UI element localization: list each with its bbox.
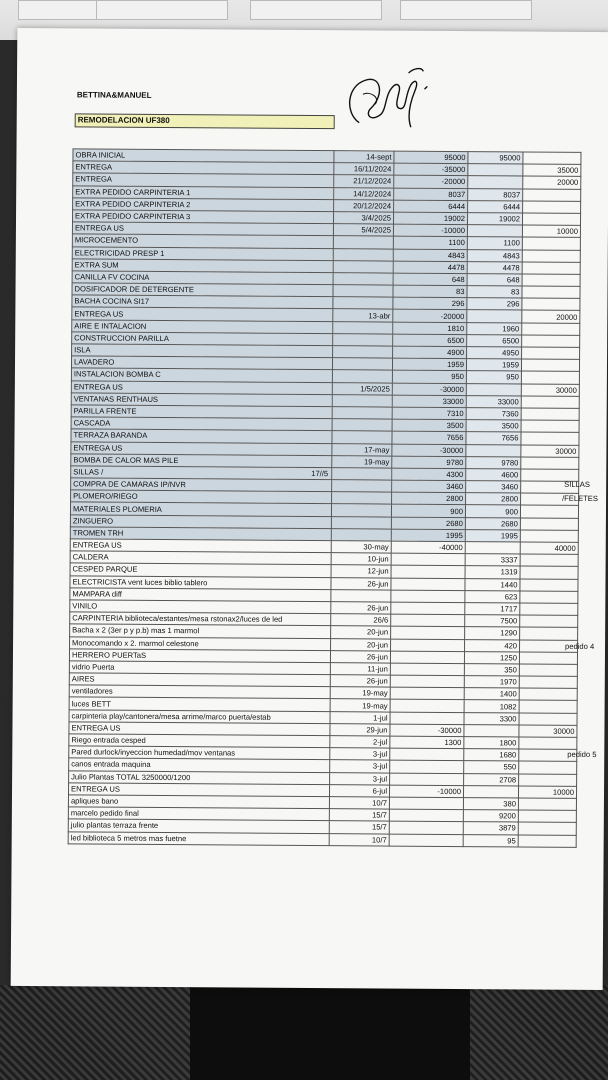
row-date: 26-jun [331,577,391,590]
row-total: 1717 [465,603,520,616]
row-date: 1/5/2025 [332,382,392,395]
row-total: 1319 [465,566,520,579]
background-paper-edge [96,0,228,20]
row-amount: 2680 [391,517,465,530]
row-payment [520,554,578,567]
row-date: 14-sept [334,151,394,164]
row-amount [390,712,464,725]
row-payment [520,627,578,640]
row-date [331,589,391,602]
row-description: led biblioteca 5 metros mas fuetne [68,831,329,845]
row-payment [522,298,580,311]
row-description: ventiladores [69,685,330,699]
row-payment [519,664,577,677]
row-date: 19-may [332,455,392,468]
row-payment [518,822,576,835]
row-payment [522,323,580,336]
row-total: 296 [467,298,522,311]
row-amount: 9780 [392,456,466,469]
row-description: CONSTRUCCION PARILLA [72,332,333,346]
row-date [333,333,393,346]
row-description: carpinteria play/cantonera/mesa arrime/marco puerta/estab [69,709,330,723]
row-amount: -20000 [394,175,468,188]
row-total: 623 [465,590,520,603]
row-amount [390,773,464,786]
row-total [468,164,523,177]
row-date: 17-may [332,443,392,456]
row-date: 29-jun [330,723,390,736]
row-total: 420 [465,639,520,652]
row-date [332,468,392,481]
row-payment [521,457,579,470]
row-amount: -10000 [389,785,463,798]
row-payment: 30000 [519,725,577,738]
row-description: marcelo pedido final [68,807,329,821]
row-description: MATERIALES PLOMERIA [70,502,331,516]
row-amount: 4843 [393,249,467,262]
row-date: 16/11/2024 [334,163,394,176]
row-total: 83 [467,286,522,299]
row-payment [523,152,581,165]
row-description: ENTREGA US [72,307,333,321]
row-payment [521,359,579,372]
row-description: DOSIFICADOR DE DETERGENTE [72,283,333,297]
row-amount: 1100 [393,236,467,249]
row-description: AIRES [69,673,330,687]
row-payment [520,566,578,579]
row-amount: 8037 [394,188,468,201]
row-description: MAMPARA diff [70,588,331,602]
row-total: 7360 [466,408,521,421]
row-amount: 1995 [391,529,465,542]
row-date: 3-jul [330,760,390,773]
row-payment [518,810,576,823]
row-amount [391,578,465,591]
row-date: 15/7 [329,821,389,834]
row-total: 950 [466,371,521,384]
row-amount: 648 [393,273,467,286]
row-payment [523,189,581,202]
row-date [332,480,392,493]
row-date: 19-may [330,699,390,712]
row-description: CASCADA [71,417,332,431]
row-payment [518,798,576,811]
row-description: VINILO [70,600,331,614]
row-amount [391,565,465,578]
row-date [332,407,392,420]
row-amount [390,687,464,700]
row-amount: 19002 [393,212,467,225]
row-total [466,383,521,396]
row-date [333,297,393,310]
row-description: ENTREGA US [69,722,330,736]
row-payment [522,237,580,250]
ledger-table [68,148,582,847]
row-total: 9200 [463,810,518,823]
row-payment [519,713,577,726]
row-description: EXTRA SUM [72,259,333,273]
row-amount [391,639,465,652]
row-date: 3-jul [330,748,390,761]
side-note-pedido-5: pedido 5 [567,749,597,760]
row-amount: 4900 [393,346,467,359]
row-description: ZINGUERO [70,514,331,528]
row-description: Monocomando x 2. marmol celestone [70,636,331,650]
row-total: 4843 [467,249,522,262]
row-total: 2800 [466,493,521,506]
project-title: REMODELACION UF380 [75,113,335,129]
row-total: 6500 [467,334,522,347]
row-description: TROMEN TRH [70,527,331,541]
row-total: 550 [464,761,519,774]
row-amount: 3500 [392,419,466,432]
side-note-sillas: SILLAS [564,479,590,489]
row-payment [519,688,577,701]
row-date: 11-jun [330,663,390,676]
row-description: Pared durlock/inyeccion humedad/mov ventanas [69,746,330,760]
signature-scribble [341,64,432,137]
row-date: 21/12/2024 [334,175,394,188]
row-date: 2-jul [330,736,390,749]
row-amount [390,663,464,676]
row-amount [391,590,465,603]
row-description: PARILLA FRENTE [71,405,332,419]
row-amount: 33000 [392,395,466,408]
row-amount [389,797,463,810]
row-payment: 30000 [521,384,579,397]
row-description: ENTREGA US [70,539,331,553]
row-total [463,785,518,798]
row-total: 95000 [468,152,523,165]
row-amount: 950 [392,370,466,383]
row-payment: 10000 [522,225,580,238]
row-date: 26-jun [330,650,390,663]
row-total: 3460 [466,481,521,494]
row-description: BACHA COCINA SI17 [72,295,333,309]
row-amount [390,651,464,664]
row-payment [519,774,577,787]
row-description: Bacha x 2 (3er p y p.b) mas 1 marmol [70,624,331,638]
row-payment [522,262,580,275]
document-sheet [11,28,608,990]
row-total: 900 [465,505,520,518]
row-date: 26-jun [330,675,390,688]
row-payment [522,335,580,348]
row-date: 1-jul [330,711,390,724]
row-total: 1290 [465,627,520,640]
row-total: 7656 [466,432,521,445]
row-amount: 4478 [393,261,467,274]
background-paper-edge [400,0,532,20]
row-date: 30-may [331,541,391,554]
row-amount [389,821,463,834]
row-total: 3337 [465,554,520,567]
row-description: EXTRA PEDIDO CARPINTERIA 3 [72,210,333,224]
row-payment [520,505,578,518]
row-description: CALDERA [70,551,331,565]
row-date: 19-may [330,687,390,700]
row-total [466,444,521,457]
row-date: 10/7 [329,833,389,846]
ledger-body [68,149,581,847]
row-payment [522,286,580,299]
row-description: AIRE E INTALACION [72,319,333,333]
row-total: 9780 [466,456,521,469]
row-date [331,516,391,529]
row-amount [390,700,464,713]
row-amount: 7310 [392,407,466,420]
row-total: 2680 [465,517,520,530]
row-description: vidrio Puerta [69,661,330,675]
row-total: 6444 [468,200,523,213]
row-description: BOMBA DE CALOR MAS PILE [71,454,332,468]
row-payment [519,700,577,713]
row-total: 1100 [467,237,522,250]
row-total: 8037 [468,188,523,201]
row-amount [391,614,465,627]
row-total: 1082 [464,700,519,713]
row-payment [521,408,579,421]
row-date: 10-jun [331,553,391,566]
row-date: 3-jul [330,772,390,785]
row-payment: 20000 [522,310,580,323]
row-payment [520,615,578,628]
row-total: 4478 [467,261,522,274]
row-description: ENTREGA US [71,441,332,455]
row-payment [523,201,581,214]
row-description: CESPED PARQUE [70,563,331,577]
row-total: 3879 [463,822,518,835]
row-payment [522,274,580,287]
row-payment [521,371,579,384]
row-payment [522,249,580,262]
row-payment [519,652,577,665]
row-amount [389,809,463,822]
row-date: 26/6 [331,614,391,627]
row-payment [521,432,579,445]
row-description: HERRERO PUERTaS [69,649,330,663]
row-description: TERRAZA BARANDA [71,429,332,443]
row-amount [389,834,463,847]
row-payment [521,396,579,409]
row-total: 2708 [464,773,519,786]
row-total: 4600 [466,468,521,481]
row-description: Julio Plantas TOTAL 3250000/1200 [69,770,330,784]
row-total: 3300 [464,712,519,725]
row-amount: 83 [393,285,467,298]
row-amount: 6444 [394,200,468,213]
row-description: COMPRA DE CAMARAS IP/NVR [71,478,332,492]
row-total: 1250 [464,651,519,664]
row-total: 4950 [467,347,522,360]
row-total: 7500 [465,615,520,628]
row-payment [520,579,578,592]
side-note-pedido-4: pedido 4 [565,641,595,651]
row-description: MICROCEMENTO [72,234,333,248]
row-date [333,321,393,334]
row-total: 1959 [466,359,521,372]
row-payment [521,420,579,433]
row-payment [520,530,578,543]
row-amount: 1300 [390,736,464,749]
row-date: 5/4/2025 [333,224,393,237]
row-amount [390,760,464,773]
row-description: PLOMERO/RIEGO [71,490,332,504]
row-date [332,419,392,432]
row-total: 1970 [464,676,519,689]
row-date [333,285,393,298]
row-description: VENTANAS RENTHAUS [71,393,332,407]
side-note-feletes: /FELETES [562,493,598,504]
row-date [332,394,392,407]
row-date [333,248,393,261]
row-amount: 4300 [392,468,466,481]
row-date [331,504,391,517]
row-description: ENTREGA US [68,783,329,797]
row-total: 19002 [467,213,522,226]
row-total: 350 [464,663,519,676]
row-date [333,273,393,286]
row-amount [391,602,465,615]
row-description: ELECTRICISTA vent luces biblio tablero [70,575,331,589]
row-date: 15/7 [329,809,389,822]
row-description: canos entrada maquina [69,758,330,772]
row-description-text: SILLAS / [73,467,104,477]
row-payment [519,761,577,774]
row-date: 14/12/2024 [334,187,394,200]
row-amount: 3460 [392,480,466,493]
row-amount: 2800 [392,492,466,505]
background-surface [0,985,608,1080]
row-payment [522,213,580,226]
row-payment: 35000 [523,164,581,177]
row-payment [520,603,578,616]
row-date: 20-jun [331,626,391,639]
row-total: 1440 [465,578,520,591]
row-date [333,346,393,359]
row-total [467,225,522,238]
row-total [467,310,522,323]
background-paper-edge [250,0,382,20]
row-date [332,358,392,371]
row-description: ENTREGA US [71,380,332,394]
row-note: 17//5 [311,468,329,479]
row-total: 33000 [466,395,521,408]
row-total: 3500 [466,420,521,433]
row-amount [390,675,464,688]
row-amount: -40000 [391,541,465,554]
row-amount: 6500 [393,334,467,347]
row-description: CARPINTERIA biblioteca/estantes/mesa rstonax2/luces de led [70,612,331,626]
row-payment [519,737,577,750]
row-amount: -35000 [394,163,468,176]
row-payment: 20000 [523,176,581,189]
row-description: apliques bano [68,795,329,809]
row-payment: 40000 [520,542,578,555]
row-description: ELECTRICIDAD PRESP 1 [72,246,333,260]
row-amount: 296 [393,297,467,310]
row-date [333,260,393,273]
row-date: 20-jun [331,638,391,651]
row-amount: -30000 [392,444,466,457]
background-shadow [190,985,470,1080]
row-total: 1960 [467,322,522,335]
row-description: ENTREGA [73,161,334,175]
row-payment: 30000 [521,444,579,457]
row-total: 1995 [465,529,520,542]
row-date [331,528,391,541]
row-description: luces BETT [69,697,330,711]
row-date: 10/7 [329,797,389,810]
row-amount [390,748,464,761]
row-description: ISLA [72,344,333,358]
row-amount: -30000 [390,724,464,737]
row-description: OBRA INICIAL [73,149,334,163]
row-amount: -20000 [393,310,467,323]
row-description: INSTALACION BOMBA C [71,368,332,382]
row-amount: 7656 [392,431,466,444]
row-date: 6-jul [329,784,389,797]
row-payment [520,518,578,531]
row-date [332,492,392,505]
row-total: 648 [467,273,522,286]
row-date: 13-abr [333,309,393,322]
row-amount: 1959 [392,358,466,371]
row-date [332,431,392,444]
row-total [468,176,523,189]
row-date: 20/12/2024 [334,199,394,212]
row-description: ENTREGA US [72,222,333,236]
row-payment [518,834,576,847]
row-description: EXTRA PEDIDO CARPINTERIA 2 [73,198,334,212]
row-amount: 95000 [394,151,468,164]
client-name: BETTINA&MANUEL [76,90,152,100]
row-amount: 900 [391,505,465,518]
row-description: Riego entrada cesped [69,734,330,748]
row-amount: -30000 [392,383,466,396]
row-amount: -10000 [393,224,467,237]
row-date [332,370,392,383]
row-amount [391,553,465,566]
row-date: 12-jun [331,565,391,578]
row-total [465,542,520,555]
row-total: 1680 [464,749,519,762]
row-total: 95 [463,834,518,847]
row-total: 380 [463,798,518,811]
row-description: ENTREGA [73,173,334,187]
row-description: CANILLA FV COCINA [72,271,333,285]
row-payment [522,347,580,360]
row-payment [520,591,578,604]
row-payment: 10000 [518,786,576,799]
row-description: EXTRA PEDIDO CARPINTERIA 1 [73,185,334,199]
row-date: 3/4/2025 [333,212,393,225]
row-total: 1800 [464,737,519,750]
row-description: julio plantas terraza frente [68,819,329,833]
row-total: 1400 [464,688,519,701]
row-date: 26-jun [331,602,391,615]
row-date [333,236,393,249]
row-amount: 1810 [393,322,467,335]
row-payment [519,676,577,689]
row-description: LAVADERO [71,356,332,370]
row-amount [391,626,465,639]
row-total [464,724,519,737]
